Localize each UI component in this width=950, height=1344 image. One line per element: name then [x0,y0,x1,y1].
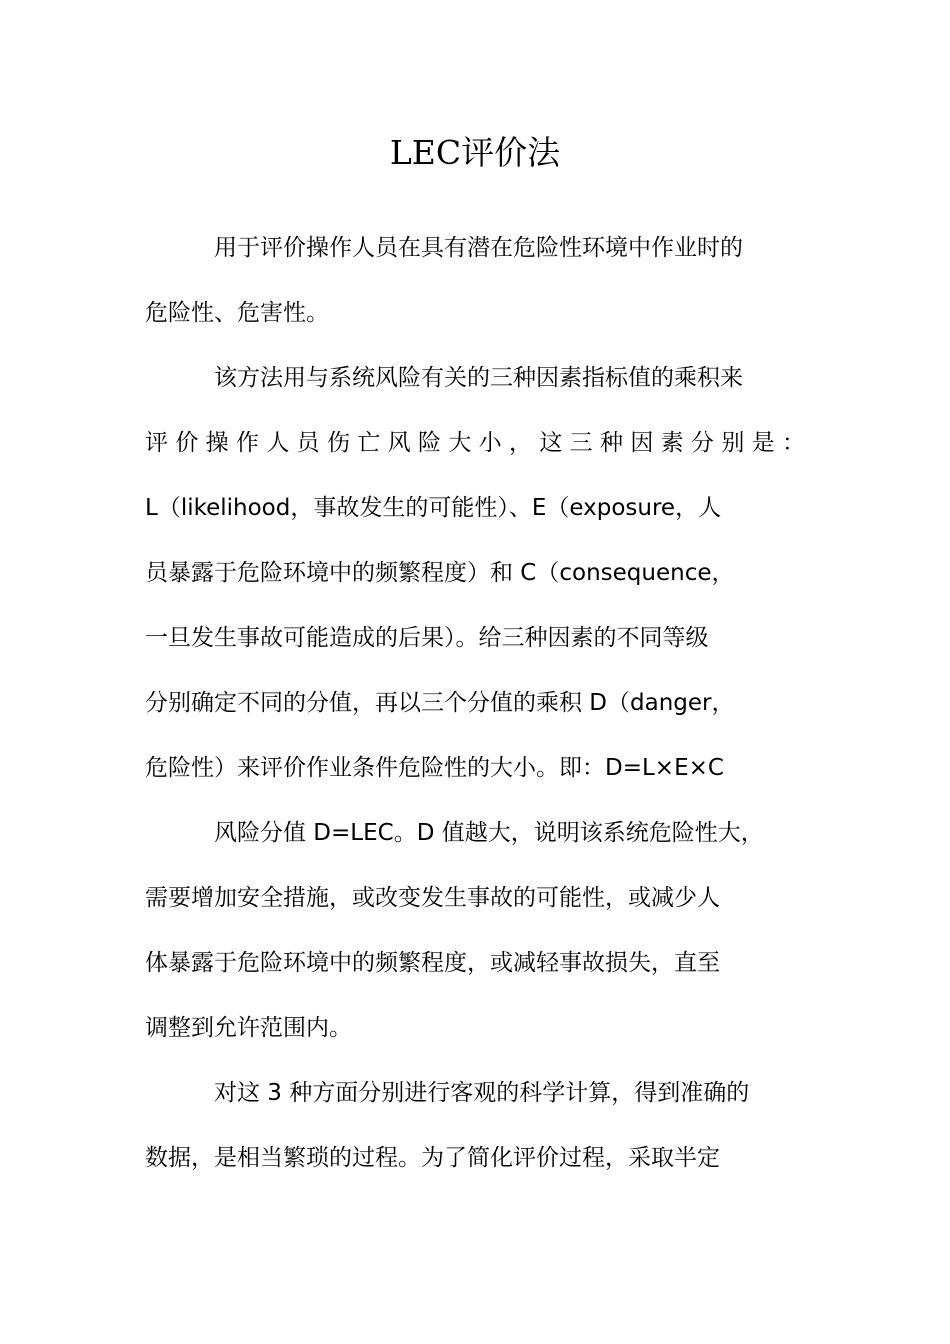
text-line: 员暴露于危险环境中的频繁程度）和 C（consequence， [145,560,735,586]
text-line: L（likelihood，事故发生的可能性）、E（exposure，人 [145,495,722,521]
text-line: 体暴露于危险环境中的频繁程度，或减轻事故损失，直至 [145,950,720,976]
text-line: 调整到允许范围内。 [145,1015,352,1041]
document-title: LEC评价法 [389,133,561,172]
document-body [145,216,805,1191]
text-line: 需要增加安全措施，或改变发生事故的可能性，或减少人 [145,885,720,911]
text-line: 该方法用与系统风险有关的三种因素指标值的乘积来 [214,365,743,391]
text-line: 对这 3 种方面分别进行客观的科学计算，得到准确的 [214,1080,750,1106]
text-line: 分别确定不同的分值，再以三个分值的乘积 D（danger， [145,690,735,716]
text-line: 用于评价操作人员在具有潜在危险性环境中作业时的 [214,235,743,261]
text-line: 一旦发生事故可能造成的后果）。给三种因素的不同等级 [145,625,709,651]
text-line: 数据，是相当繁琐的过程。为了简化评价过程，采取半定 [145,1145,720,1171]
text-line: 危险性）来评价作业条件危险性的大小。即：D=L×E×C [145,755,724,781]
text-line: 评 价 操 作 人 员 伤 亡 风 险 大 小 ， 这 三 种 因 素 分 别 是 ： [145,430,805,456]
text-line: 危险性、危害性。 [145,300,329,326]
text-line: 风险分值 D=LEC。D 值越大，说明该系统危险性大， [214,820,764,846]
